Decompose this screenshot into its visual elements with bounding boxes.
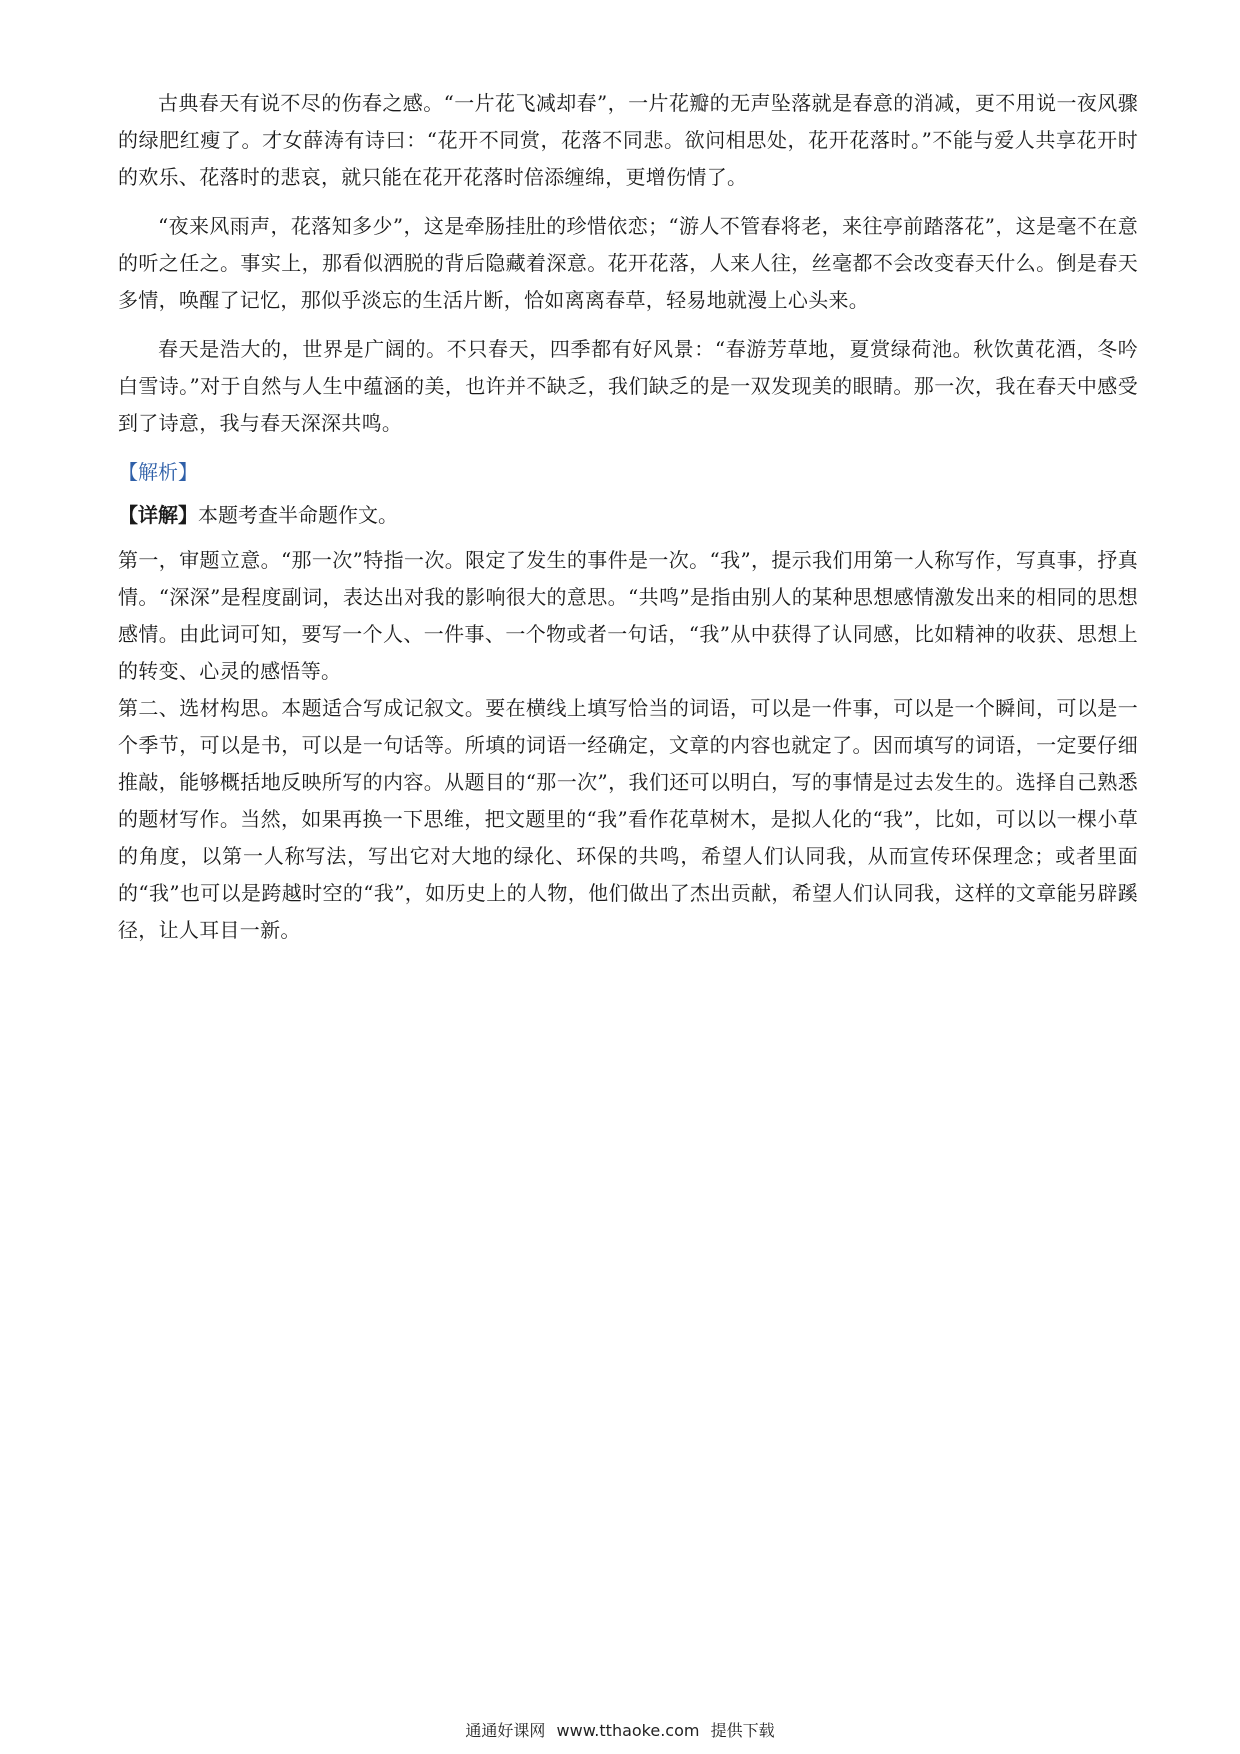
page-footer xyxy=(0,1718,1240,1741)
essay-paragraph-1: 古典春天有说不尽的伤春之感。“一片花飞减却春”，一片花瓣的无声坠落就是春意的消减，更不用说一夜风骤的绿肥红瘦了。才女薛涛有诗曰：“花开不同赏，花落不同悲。欲问相思处，花开花落时。”不能与爱人共享花开时的欢乐、花落时的悲哀，就只能在花开花落时倍添缠绵，更增伤情了。 xyxy=(118,91,1138,189)
detail-heading xyxy=(118,497,1138,534)
document-body xyxy=(118,85,1138,949)
footer-url[interactable]: www.tthaoke.com xyxy=(556,1721,700,1740)
analysis-label: 【解析】 xyxy=(118,460,198,484)
essay-paragraph-3: 春天是浩大的，世界是广阔的。不只春天，四季都有好风景：“春游芳草地，夏赏绿荷池。秋饮黄花酒，冬吟白雪诗。”对于自然与人生中蕴涵的美，也许并不缺乏，我们缺乏的是一双发现美的眼睛。那一次，我在春天中感受到了诗意，我与春天深深共鸣。 xyxy=(118,337,1138,435)
footer-suffix: 提供下载 xyxy=(710,1721,775,1740)
essay-paragraph-2: “夜来风雨声，花落知多少”，这是牵肠挂肚的珍惜依恋；“游人不管春将老，来往亭前踏落花”，这是毫不在意的听之任之。事实上，那看似洒脱的背后隐藏着深意。花开花落，人来人往，丝毫都不会改变春天什么。倒是春天多情，唤醒了记忆，那似乎淡忘的生活片断，恰如离离春草，轻易地就漫上心头来。 xyxy=(118,214,1138,312)
analysis-point-2: 第二、选材构思。本题适合写成记叙文。要在横线上填写恰当的词语，可以是一件事，可以是一个瞬间，可以是一个季节，可以是书，可以是一句话等。所填的词语一经确定，文章的内容也就定了。因而填写的词语，一定要仔细推敲，能够概括地反映所写的内容。从题目的“那一次”，我们还可以明白，写的事情是过去发生的。选择自己熟悉的题材写作。当然，如果再换一下思维，把文题里的“我”看作花草树木，是拟人化的“我”，比如，可以以一棵小草的角度，以第一人称写法，写出它对大地的绿化、环保的共鸣，希望人们认同我，从而宣传环保理念；或者里面的“我”也可以是跨越时空的“我”，如历史上的人物，他们做出了杰出贡献，希望人们认同我，这样的文章能另辟蹊径，让人耳目一新。 xyxy=(118,696,1138,942)
detail-tag: 【详解】 xyxy=(118,503,198,527)
detail-text: 本题考查半命题作文。 xyxy=(198,503,398,527)
analysis-point-1: 第一，审题立意。“那一次”特指一次。限定了发生的事件是一次。“我”，提示我们用第一人称写作，写真事，抒真情。“深深”是程度副词，表达出对我的影响很大的意思。“共鸣”是指由别人的某种思想感情激发出来的相同的思想感情。由此词可知，要写一个人、一件事、一个物或者一句话，“我”从中获得了认同感，比如精神的收获、思想上的转变、心灵的感悟等。 xyxy=(118,548,1138,683)
footer-site-name: 通通好课网 xyxy=(465,1721,546,1740)
